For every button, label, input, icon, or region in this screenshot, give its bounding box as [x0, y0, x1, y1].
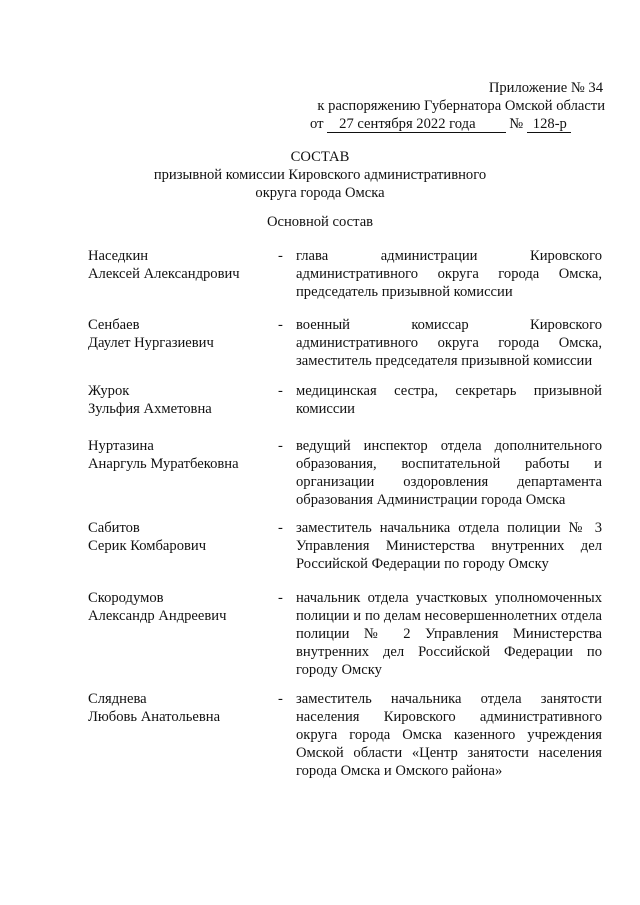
member-row: [88, 437, 602, 509]
member-name: [88, 589, 278, 679]
member-row: [88, 690, 602, 780]
member-name: [88, 690, 278, 780]
member-dash: -: [278, 438, 283, 454]
member-role: начальник отдела участковых уполномоченных полиции и по делам несовершеннолетних отдела полиции № 2 Управления Министерства внутренних дел Российской Федерации по городу Омску: [296, 590, 602, 678]
section-subtitle: Основной состав: [266, 214, 374, 230]
member-surname: Скородумов: [88, 590, 164, 606]
member-surname: Сляднева: [88, 691, 147, 707]
member-role: заместитель начальника отдела полиции № 3 Управления Министерства внутренних дел Российской Федерации по городу Омску: [296, 520, 602, 572]
member-dash: -: [278, 248, 283, 264]
member-dash: -: [278, 691, 283, 707]
member-row: [88, 382, 602, 418]
title-line-2: призывной комиссии Кировского административного: [153, 167, 487, 183]
document-title: [0, 148, 640, 202]
member-name: [88, 519, 278, 573]
order-reference: к распоряжению Губернатора Омской области: [317, 98, 605, 114]
member-given-names: Александр Андреевич: [88, 608, 227, 624]
order-number: 128-р: [527, 117, 571, 133]
member-row: [88, 316, 602, 370]
date-prefix: от: [310, 116, 324, 132]
member-role: медицинская сестра, секретарь призывной комиссии: [296, 383, 602, 417]
member-surname: Журок: [88, 383, 130, 399]
member-dash: -: [278, 317, 283, 333]
member-given-names: Зульфия Ахметовна: [88, 401, 212, 417]
member-name: [88, 437, 278, 509]
member-name: [88, 382, 278, 418]
member-surname: Сенбаев: [88, 317, 140, 333]
member-given-names: Серик Комбарович: [88, 538, 207, 554]
member-dash: -: [278, 383, 283, 399]
member-row: [88, 589, 602, 679]
document-header: [305, 79, 605, 133]
member-role: глава администрации Кировского административного округа города Омска, председатель призывной комиссии: [296, 248, 602, 300]
annex-number: Приложение № 34: [488, 80, 603, 96]
member-dash: -: [278, 520, 283, 536]
member-row: [88, 519, 602, 573]
member-surname: Наседкин: [88, 248, 149, 264]
title-line-3: округа города Омска: [255, 185, 385, 201]
number-prefix: №: [509, 116, 524, 132]
member-surname: Нуртазина: [88, 438, 154, 454]
member-name: [88, 247, 278, 301]
member-given-names: Алексей Александрович: [88, 266, 240, 282]
member-given-names: Даулет Нургазиевич: [88, 335, 214, 351]
member-role: заместитель начальника отдела занятости населения Кировского административного округа города Омска казенного учреждения Омской области «Центр занятости населения города Омска и Омского района»: [296, 691, 602, 779]
member-given-names: Анаргуль Муратбековна: [88, 456, 239, 472]
member-dash: -: [278, 590, 283, 606]
order-date: 27 сентября 2022 года: [327, 117, 505, 133]
member-row: [88, 247, 602, 301]
member-name: [88, 316, 278, 370]
member-surname: Сабитов: [88, 520, 140, 536]
order-date-line: [305, 115, 605, 133]
member-role: ведущий инспектор отдела дополнительного образования, воспитательной работы и организации оздоровления департамента образования Администрации города Омска: [296, 438, 602, 508]
member-given-names: Любовь Анатольевна: [88, 709, 221, 725]
member-role: военный комиссар Кировского административного округа города Омска, заместитель председателя призывной комиссии: [296, 317, 602, 369]
title-line-1: СОСТАВ: [290, 149, 350, 165]
